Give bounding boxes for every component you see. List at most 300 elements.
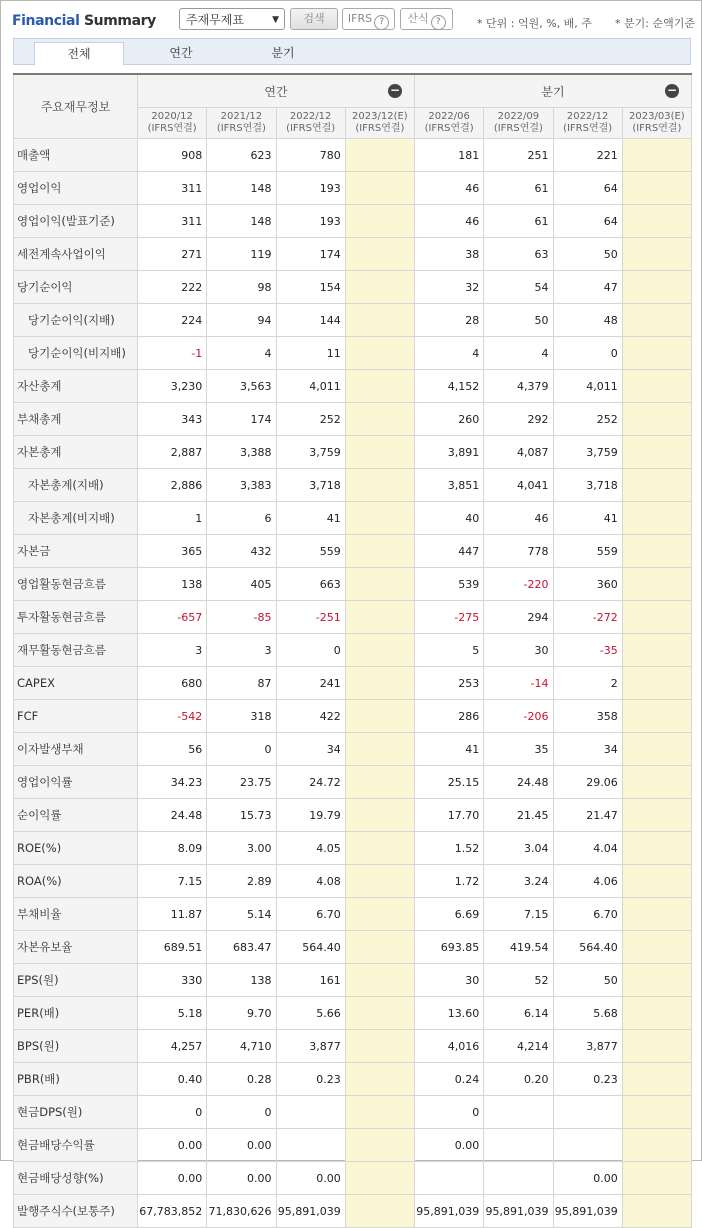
table-cell bbox=[622, 370, 691, 403]
table-cell: 4,379 bbox=[484, 370, 553, 403]
row-label: 영업이익률 bbox=[14, 766, 138, 799]
row-label: PBR(배) bbox=[14, 1063, 138, 1096]
row-label: 발행주식수(보통주) bbox=[14, 1195, 138, 1228]
table-cell: 28 bbox=[415, 304, 484, 337]
table-cell: 343 bbox=[138, 403, 207, 436]
table-cell: 119 bbox=[207, 238, 276, 271]
quarter-basis-note: * 분기: 순액기준 bbox=[615, 17, 695, 30]
period-date: 2023/03(E) bbox=[629, 111, 685, 122]
table-row bbox=[14, 1063, 692, 1096]
row-header-label: 주요재무정보 bbox=[14, 74, 138, 139]
period-date: 2023/12(E) bbox=[352, 111, 408, 122]
table-cell: 0 bbox=[207, 733, 276, 766]
table-cell bbox=[345, 238, 414, 271]
table-cell: 0.00 bbox=[138, 1162, 207, 1195]
table-row bbox=[14, 304, 692, 337]
table-cell: 222 bbox=[138, 271, 207, 304]
table-cell bbox=[345, 799, 414, 832]
row-label: EPS(원) bbox=[14, 964, 138, 997]
table-row bbox=[14, 535, 692, 568]
table-cell: 95,891,039 bbox=[553, 1195, 622, 1228]
table-body bbox=[14, 139, 692, 1228]
table-cell: 0 bbox=[276, 634, 345, 667]
table-cell: 87 bbox=[207, 667, 276, 700]
row-label: 자본총계 bbox=[14, 436, 138, 469]
table-cell bbox=[345, 601, 414, 634]
table-row bbox=[14, 700, 692, 733]
help-icon: ? bbox=[431, 15, 446, 30]
table-cell bbox=[622, 403, 691, 436]
search-button[interactable]: 검색 bbox=[290, 8, 338, 30]
panel-title bbox=[12, 13, 156, 29]
table-cell: 1 bbox=[138, 502, 207, 535]
table-cell: 4,011 bbox=[276, 370, 345, 403]
table-cell bbox=[345, 634, 414, 667]
table-cell: 4.06 bbox=[553, 865, 622, 898]
table-cell: 154 bbox=[276, 271, 345, 304]
row-label: 현금DPS(원) bbox=[14, 1096, 138, 1129]
period-basis: (IFRS연결) bbox=[216, 123, 266, 134]
table-cell: 5.66 bbox=[276, 997, 345, 1030]
table-cell bbox=[345, 964, 414, 997]
table-cell: 0.28 bbox=[207, 1063, 276, 1096]
table-cell: 56 bbox=[138, 733, 207, 766]
table-cell: 61 bbox=[484, 172, 553, 205]
table-cell: 25.15 bbox=[415, 766, 484, 799]
formula-help-button[interactable] bbox=[400, 8, 453, 30]
table-cell: 252 bbox=[553, 403, 622, 436]
table-row bbox=[14, 1195, 692, 1228]
table-cell: 6.69 bbox=[415, 898, 484, 931]
table-row bbox=[14, 337, 692, 370]
table-cell bbox=[622, 931, 691, 964]
table-cell: 15.73 bbox=[207, 799, 276, 832]
table-cell bbox=[345, 898, 414, 931]
table-cell: 6.70 bbox=[553, 898, 622, 931]
annual-group-header bbox=[138, 74, 415, 108]
row-label: 당기순이익(지배) bbox=[14, 304, 138, 337]
table-cell: 64 bbox=[553, 205, 622, 238]
table-cell: 148 bbox=[207, 172, 276, 205]
table-cell bbox=[622, 205, 691, 238]
table-cell: -272 bbox=[553, 601, 622, 634]
table-cell: 174 bbox=[276, 238, 345, 271]
tab-quarterly[interactable]: 분기 bbox=[271, 46, 295, 60]
period-basis: (IFRS연결) bbox=[286, 123, 336, 134]
table-cell: 0 bbox=[415, 1096, 484, 1129]
table-cell bbox=[622, 634, 691, 667]
row-label: 자본총계(지배) bbox=[14, 469, 138, 502]
table-cell bbox=[622, 436, 691, 469]
table-cell bbox=[622, 1030, 691, 1063]
period-date: 2020/12 bbox=[151, 111, 193, 122]
table-cell: 174 bbox=[207, 403, 276, 436]
table-cell: 292 bbox=[484, 403, 553, 436]
table-cell: 7.15 bbox=[138, 865, 207, 898]
table-row bbox=[14, 601, 692, 634]
table-row bbox=[14, 997, 692, 1030]
row-label: 부채비율 bbox=[14, 898, 138, 931]
table-cell: 3,759 bbox=[553, 436, 622, 469]
table-cell: 52 bbox=[484, 964, 553, 997]
table-cell: 0 bbox=[553, 337, 622, 370]
table-cell bbox=[345, 502, 414, 535]
table-cell: 193 bbox=[276, 205, 345, 238]
table-cell bbox=[345, 535, 414, 568]
table-cell: 623 bbox=[207, 139, 276, 172]
table-cell: 3,388 bbox=[207, 436, 276, 469]
table-cell bbox=[345, 997, 414, 1030]
table-cell bbox=[345, 1030, 414, 1063]
table-cell: 50 bbox=[553, 964, 622, 997]
table-cell: 3.24 bbox=[484, 865, 553, 898]
row-label: 매출액 bbox=[14, 139, 138, 172]
table-row bbox=[14, 1030, 692, 1063]
row-label: 이자발생부채 bbox=[14, 733, 138, 766]
table-cell bbox=[622, 469, 691, 502]
table-cell: -275 bbox=[415, 601, 484, 634]
table-row bbox=[14, 469, 692, 502]
table-cell: -85 bbox=[207, 601, 276, 634]
period-basis: (IFRS연결) bbox=[424, 123, 474, 134]
table-row bbox=[14, 1162, 692, 1195]
collapse-annual-icon[interactable]: − bbox=[389, 83, 401, 97]
table-cell: 241 bbox=[276, 667, 345, 700]
toolbar bbox=[1, 1, 701, 37]
table-cell: 24.48 bbox=[138, 799, 207, 832]
statement-type-value: 주재무제표 bbox=[186, 13, 244, 27]
row-label: 영업이익 bbox=[14, 172, 138, 205]
table-cell bbox=[345, 304, 414, 337]
table-cell bbox=[484, 1096, 553, 1129]
table-cell bbox=[345, 1063, 414, 1096]
table-cell: 50 bbox=[484, 304, 553, 337]
table-cell: 24.48 bbox=[484, 766, 553, 799]
table-cell bbox=[345, 931, 414, 964]
table-cell: 193 bbox=[276, 172, 345, 205]
table-row bbox=[14, 832, 692, 865]
table-cell: 98 bbox=[207, 271, 276, 304]
table-cell: -220 bbox=[484, 568, 553, 601]
tab-all[interactable]: 전체 bbox=[34, 42, 124, 66]
table-cell bbox=[622, 898, 691, 931]
table-cell: -1 bbox=[138, 337, 207, 370]
row-label: 당기순이익(비지배) bbox=[14, 337, 138, 370]
table-cell: 138 bbox=[207, 964, 276, 997]
table-cell bbox=[622, 337, 691, 370]
table-cell bbox=[622, 535, 691, 568]
table-row bbox=[14, 898, 692, 931]
table-cell bbox=[622, 766, 691, 799]
ifrs-label: IFRS bbox=[347, 12, 373, 25]
table-cell: 21.45 bbox=[484, 799, 553, 832]
row-label: 부채총계 bbox=[14, 403, 138, 436]
table-cell: 54 bbox=[484, 271, 553, 304]
table-cell: 4.04 bbox=[553, 832, 622, 865]
table-cell bbox=[345, 667, 414, 700]
table-cell bbox=[622, 1195, 691, 1228]
table-cell bbox=[345, 700, 414, 733]
table-cell: 1.52 bbox=[415, 832, 484, 865]
table-cell bbox=[345, 436, 414, 469]
table-row bbox=[14, 568, 692, 601]
table-cell bbox=[345, 733, 414, 766]
table-cell: 5 bbox=[415, 634, 484, 667]
table-cell bbox=[345, 568, 414, 601]
table-cell: 3,383 bbox=[207, 469, 276, 502]
table-cell: 138 bbox=[138, 568, 207, 601]
table-cell: 3.04 bbox=[484, 832, 553, 865]
table-cell: 34 bbox=[276, 733, 345, 766]
table-cell: 94 bbox=[207, 304, 276, 337]
table-cell: 5.14 bbox=[207, 898, 276, 931]
row-label: 영업활동현금흐름 bbox=[14, 568, 138, 601]
table-cell: 253 bbox=[415, 667, 484, 700]
table-cell bbox=[622, 601, 691, 634]
table-cell: 4.08 bbox=[276, 865, 345, 898]
table-cell: 2 bbox=[553, 667, 622, 700]
table-cell: 2.89 bbox=[207, 865, 276, 898]
table-cell bbox=[622, 964, 691, 997]
row-label: 당기순이익 bbox=[14, 271, 138, 304]
table-cell: 161 bbox=[276, 964, 345, 997]
table-row bbox=[14, 634, 692, 667]
table-cell: 0.00 bbox=[207, 1129, 276, 1162]
table-cell: 0.00 bbox=[415, 1129, 484, 1162]
table-cell: 680 bbox=[138, 667, 207, 700]
table-cell: -542 bbox=[138, 700, 207, 733]
row-label: 투자활동현금흐름 bbox=[14, 601, 138, 634]
period-basis: (IFRS연결) bbox=[355, 123, 405, 134]
table-row bbox=[14, 733, 692, 766]
table-cell: 3,230 bbox=[138, 370, 207, 403]
table-cell bbox=[345, 1096, 414, 1129]
row-label: FCF bbox=[14, 700, 138, 733]
row-label: CAPEX bbox=[14, 667, 138, 700]
period-basis: (IFRS연결) bbox=[493, 123, 543, 134]
table-cell: 32 bbox=[415, 271, 484, 304]
table-cell: 95,891,039 bbox=[484, 1195, 553, 1228]
table-cell: 0 bbox=[207, 1096, 276, 1129]
table-cell: 0.00 bbox=[276, 1162, 345, 1195]
table-cell: 778 bbox=[484, 535, 553, 568]
table-cell: 365 bbox=[138, 535, 207, 568]
table-cell: 63 bbox=[484, 238, 553, 271]
table-cell bbox=[345, 337, 414, 370]
table-cell: 29.06 bbox=[553, 766, 622, 799]
period-header bbox=[484, 108, 553, 139]
table-cell: 3,851 bbox=[415, 469, 484, 502]
table-cell: 252 bbox=[276, 403, 345, 436]
table-cell: 693.85 bbox=[415, 931, 484, 964]
table-cell: 38 bbox=[415, 238, 484, 271]
table-cell bbox=[345, 1129, 414, 1162]
table-cell: 46 bbox=[484, 502, 553, 535]
table-cell bbox=[484, 1162, 553, 1195]
table-cell: 40 bbox=[415, 502, 484, 535]
table-cell: 67,783,852 bbox=[138, 1195, 207, 1228]
statement-type-select[interactable] bbox=[179, 8, 285, 30]
table-cell bbox=[622, 172, 691, 205]
table-cell bbox=[553, 1129, 622, 1162]
table-cell: 0.00 bbox=[207, 1162, 276, 1195]
financial-table bbox=[13, 73, 692, 1228]
table-cell: 4,214 bbox=[484, 1030, 553, 1063]
table-row bbox=[14, 370, 692, 403]
table-cell: 683.47 bbox=[207, 931, 276, 964]
row-label: 세전계속사업이익 bbox=[14, 238, 138, 271]
table-cell bbox=[622, 568, 691, 601]
table-cell: 6.70 bbox=[276, 898, 345, 931]
collapse-quarter-icon[interactable]: − bbox=[666, 83, 678, 97]
period-header bbox=[138, 108, 207, 139]
table-cell: 11.87 bbox=[138, 898, 207, 931]
table-cell bbox=[622, 1162, 691, 1195]
row-label: 자산총계 bbox=[14, 370, 138, 403]
table-cell: 13.60 bbox=[415, 997, 484, 1030]
table-cell bbox=[622, 997, 691, 1030]
table-cell: 0.24 bbox=[415, 1063, 484, 1096]
table-cell bbox=[345, 1195, 414, 1228]
table-cell: 3,759 bbox=[276, 436, 345, 469]
table-cell: 3 bbox=[207, 634, 276, 667]
quarter-group-label: 분기 bbox=[541, 84, 565, 99]
table-cell: 7.15 bbox=[484, 898, 553, 931]
table-cell: 5.68 bbox=[553, 997, 622, 1030]
table-row bbox=[14, 271, 692, 304]
table-cell: 330 bbox=[138, 964, 207, 997]
table-cell: 17.70 bbox=[415, 799, 484, 832]
table-cell: -14 bbox=[484, 667, 553, 700]
table-cell bbox=[345, 370, 414, 403]
table-row bbox=[14, 931, 692, 964]
table-row bbox=[14, 766, 692, 799]
table-cell: 271 bbox=[138, 238, 207, 271]
table-cell bbox=[622, 304, 691, 337]
tab-annual[interactable]: 연간 bbox=[169, 46, 193, 60]
table-row bbox=[14, 139, 692, 172]
table-row bbox=[14, 205, 692, 238]
table-cell: 4,710 bbox=[207, 1030, 276, 1063]
table-cell bbox=[622, 667, 691, 700]
table-cell bbox=[276, 1096, 345, 1129]
table-cell bbox=[276, 1129, 345, 1162]
table-cell: 0.40 bbox=[138, 1063, 207, 1096]
period-date: 2022/12 bbox=[566, 111, 609, 122]
table-cell: 4,041 bbox=[484, 469, 553, 502]
table-cell: 405 bbox=[207, 568, 276, 601]
table-cell: 21.47 bbox=[553, 799, 622, 832]
period-header bbox=[622, 108, 691, 139]
title-summary: Summary bbox=[83, 13, 156, 29]
period-date: 2022/12 bbox=[289, 111, 332, 122]
table-cell: 559 bbox=[276, 535, 345, 568]
table-cell: 3.00 bbox=[207, 832, 276, 865]
table-cell: 358 bbox=[553, 700, 622, 733]
table-cell: 23.75 bbox=[207, 766, 276, 799]
period-header bbox=[553, 108, 622, 139]
table-cell: 260 bbox=[415, 403, 484, 436]
table-cell bbox=[622, 700, 691, 733]
table-cell: 64 bbox=[553, 172, 622, 205]
row-label: 현금배당성향(%) bbox=[14, 1162, 138, 1195]
table-cell: 30 bbox=[484, 634, 553, 667]
table-cell: 4.05 bbox=[276, 832, 345, 865]
table-cell: 286 bbox=[415, 700, 484, 733]
row-label: 순이익률 bbox=[14, 799, 138, 832]
table-cell: 34.23 bbox=[138, 766, 207, 799]
table-cell bbox=[553, 1096, 622, 1129]
row-label: 영업이익(발표기준) bbox=[14, 205, 138, 238]
table-cell: 71,830,626 bbox=[207, 1195, 276, 1228]
table-row bbox=[14, 502, 692, 535]
table-cell bbox=[345, 766, 414, 799]
table-cell: 251 bbox=[484, 139, 553, 172]
table-cell bbox=[345, 172, 414, 205]
table-cell: 144 bbox=[276, 304, 345, 337]
table-cell bbox=[622, 832, 691, 865]
table-cell: 24.72 bbox=[276, 766, 345, 799]
table-cell: -35 bbox=[553, 634, 622, 667]
table-cell bbox=[345, 403, 414, 436]
table-cell: 19.79 bbox=[276, 799, 345, 832]
table-row bbox=[14, 1129, 692, 1162]
table-cell: 46 bbox=[415, 172, 484, 205]
table-row bbox=[14, 1096, 692, 1129]
table-cell bbox=[622, 139, 691, 172]
table-cell: 564.40 bbox=[553, 931, 622, 964]
table-cell: 3,877 bbox=[553, 1030, 622, 1063]
table-cell: 95,891,039 bbox=[415, 1195, 484, 1228]
row-label: 현금배당수익률 bbox=[14, 1129, 138, 1162]
period-header bbox=[345, 108, 414, 139]
table-cell: 2,887 bbox=[138, 436, 207, 469]
table-cell: 11 bbox=[276, 337, 345, 370]
table-cell: 41 bbox=[415, 733, 484, 766]
table-cell: 61 bbox=[484, 205, 553, 238]
row-label: 자본금 bbox=[14, 535, 138, 568]
table-cell: 318 bbox=[207, 700, 276, 733]
period-tabs bbox=[13, 38, 691, 65]
table-cell: -657 bbox=[138, 601, 207, 634]
table-cell: 4,011 bbox=[553, 370, 622, 403]
table-cell bbox=[622, 733, 691, 766]
table-cell: 2,886 bbox=[138, 469, 207, 502]
table-cell: 360 bbox=[553, 568, 622, 601]
table-cell: 41 bbox=[553, 502, 622, 535]
table-cell: 0.20 bbox=[484, 1063, 553, 1096]
table-cell: 41 bbox=[276, 502, 345, 535]
chevron-down-icon: ▼ bbox=[272, 15, 279, 25]
table-row bbox=[14, 172, 692, 205]
table-cell: 4,016 bbox=[415, 1030, 484, 1063]
ifrs-help-button[interactable] bbox=[342, 8, 395, 30]
table-cell bbox=[622, 1063, 691, 1096]
table-cell bbox=[622, 865, 691, 898]
period-header bbox=[207, 108, 276, 139]
table-cell: 4,257 bbox=[138, 1030, 207, 1063]
table-cell: 663 bbox=[276, 568, 345, 601]
table-cell: 3,718 bbox=[276, 469, 345, 502]
table-cell: 311 bbox=[138, 172, 207, 205]
period-date: 2021/12 bbox=[220, 111, 263, 122]
table-cell bbox=[345, 205, 414, 238]
table-cell bbox=[345, 832, 414, 865]
formula-label: 산식 bbox=[407, 12, 429, 25]
period-date: 2022/09 bbox=[497, 111, 540, 122]
table-cell: 4 bbox=[484, 337, 553, 370]
table-cell: 8.09 bbox=[138, 832, 207, 865]
